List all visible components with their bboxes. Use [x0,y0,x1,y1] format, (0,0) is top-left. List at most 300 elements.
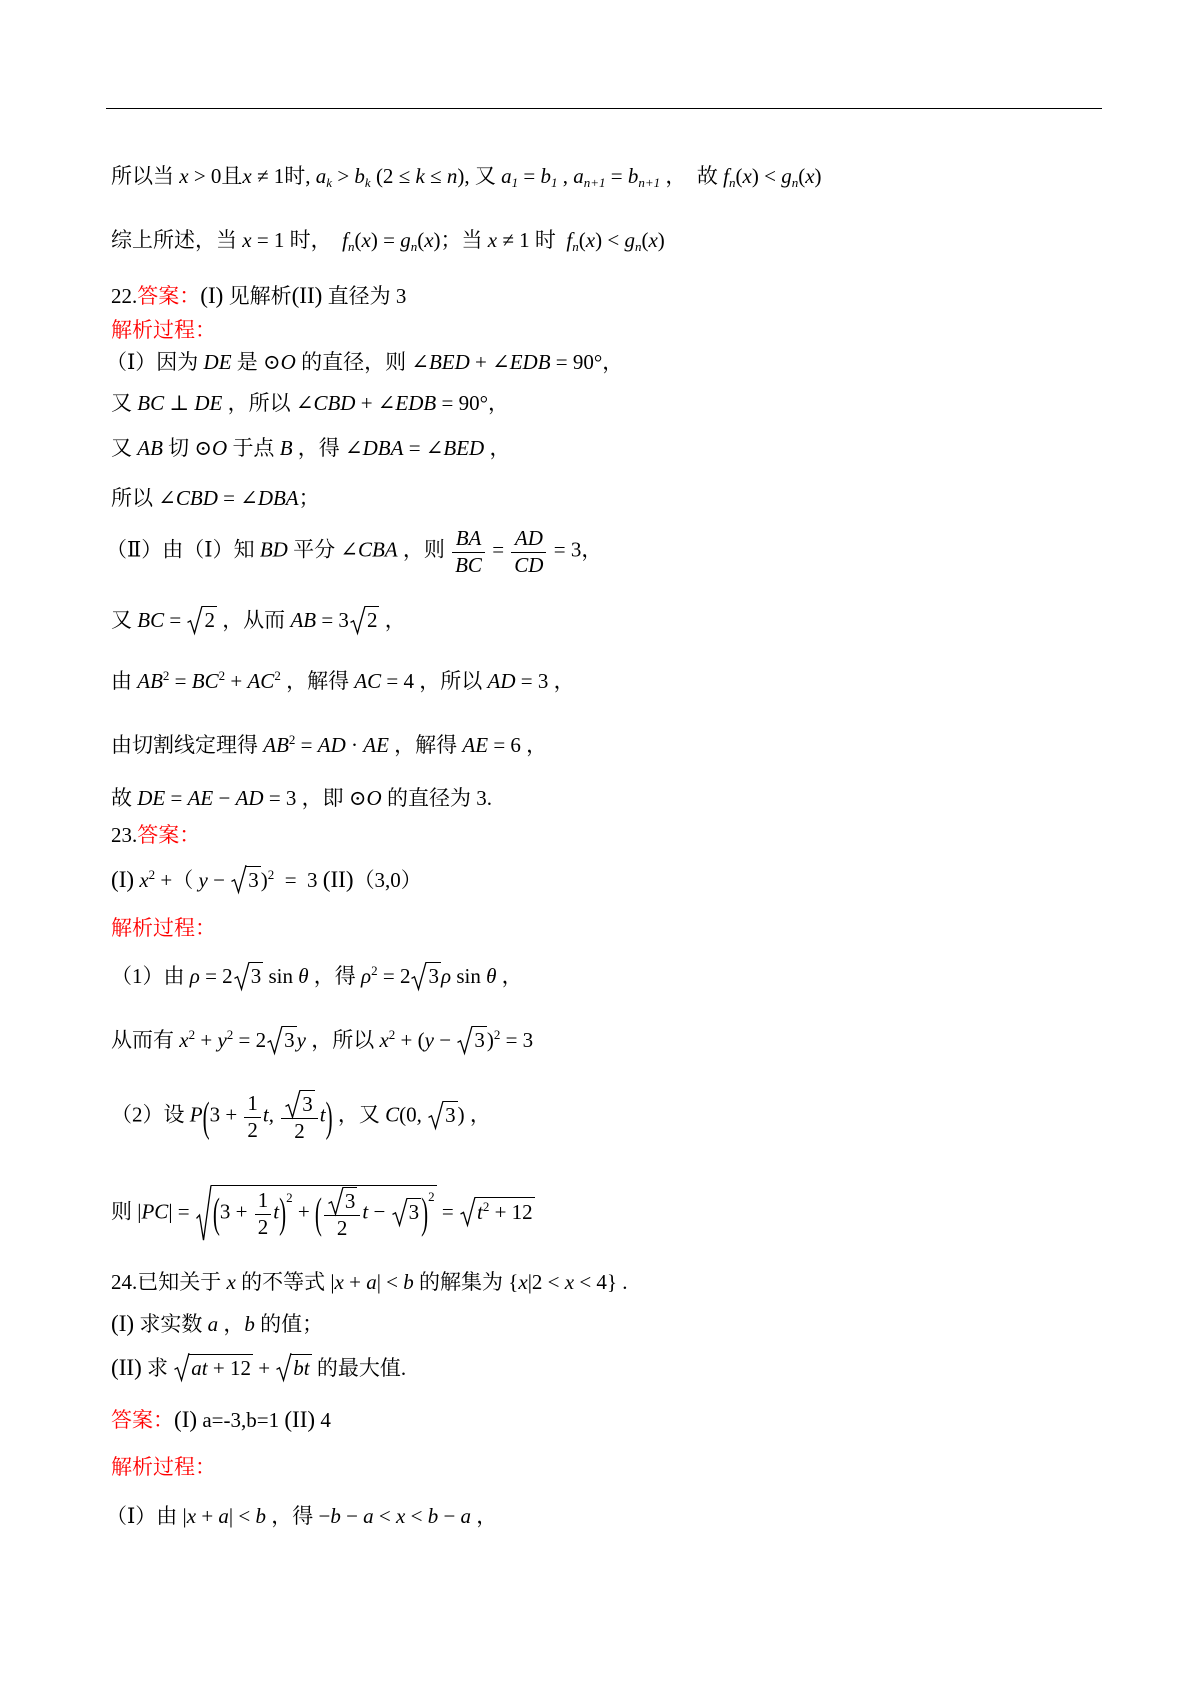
math-variable: B [279,435,293,460]
opening-delimiter: ( [417,1028,425,1053]
math-variable: CBA [357,537,398,562]
fraction [452,526,485,577]
text-run: sin [263,964,299,989]
math-variable: a [366,1269,377,1294]
text-run: = 90°， [436,390,509,415]
text-run: 的最大值. [311,1355,407,1380]
line-content [111,962,523,989]
text-run: = [436,1199,459,1224]
solution-line [111,778,492,818]
red-label: 解析过程： [111,317,216,342]
math-variable: AB [290,608,317,633]
math-variable: x [139,867,149,892]
conclusion-line [111,221,665,261]
math-variable: b [427,1503,439,1528]
radicand [246,866,261,893]
red-label: 答案： [137,283,201,308]
question-24-part-1 [111,1303,323,1343]
superscript: 2 [286,1190,293,1206]
group-body [220,1188,279,1239]
text-run: 的解集为 [413,1269,509,1294]
text-run: ), 又 [457,163,502,188]
line-content [111,606,406,633]
radical-sign [267,1026,282,1053]
math-variable: ρ [361,964,372,989]
square-root [196,1185,437,1240]
math-variable: n [446,163,458,188]
roman-numeral-label: (II) [291,281,323,308]
text-run: ，得 [308,964,362,989]
text-run: ) [814,163,822,188]
text-run: 2 [294,1118,305,1143]
text-run: 的不等式 | [235,1269,335,1294]
text-run: sin [451,964,487,989]
solution-line [111,600,406,640]
math-variable: t [273,1199,280,1224]
red-label: 答案： [111,1407,174,1432]
math-variable: x [361,227,371,252]
subscript: 1 [550,174,558,190]
math-variable: b [627,163,639,188]
math-variable: x [179,163,189,188]
text-run: 3 + [219,1199,253,1224]
math-variable: BC [191,668,219,693]
superscript: 2 [267,866,275,882]
text-run: − [340,1503,364,1528]
text-run: ，解得 [388,732,463,757]
text-run: = 3 [274,867,323,892]
math-variable: a [315,163,327,188]
text-run: = 90°， [550,349,624,374]
math-variable: t [362,1199,369,1224]
math-variable: x [742,163,752,188]
radicand [475,1197,535,1225]
text-run: 3 [445,1102,456,1127]
radicand [249,962,264,989]
text-run: ( [798,163,806,188]
math-variable: AE [363,732,389,757]
line-content [106,526,602,577]
line-content [111,1090,491,1143]
text-run: ≤ [424,163,447,188]
radical-sign [392,1198,407,1225]
line-content [111,485,320,511]
radicand [300,1090,315,1117]
math-variable: x [396,1503,406,1528]
math-variable: AC [354,668,382,693]
text-run: = 2 [377,964,411,989]
text-run: （Ⅱ）由（Ⅰ）知 [106,537,260,562]
closing-delimiter: ) [486,1028,494,1053]
opening-delimiter: ( [314,1187,322,1238]
line-content [111,227,665,255]
radical-sign [231,865,246,892]
line-content [111,1185,535,1240]
delimited-group [314,1187,429,1240]
roman-numeral-label: (I) [111,865,135,892]
math-variable: BC [137,608,165,633]
text-run: 所以当 [111,163,180,188]
solution-line [111,383,509,423]
text-run: 求 [141,1355,174,1380]
math-variable: x [518,1269,528,1294]
text-run: = 6 ， [488,732,548,757]
group-body [518,1269,607,1295]
line-content [106,1503,497,1529]
superscript: 2 [428,1189,435,1205]
text-run: 所以 ∠ [111,485,176,510]
math-variable: x [487,227,498,252]
line-content [111,822,200,848]
text-run: = [605,163,628,188]
radicand [343,1187,358,1214]
red-label: 答案： [137,822,201,847]
math-variable: DE [203,349,232,374]
text-run: 是 ⊙ [231,349,281,374]
text-run: 由 [111,668,138,693]
line-content [111,390,509,416]
math-variable: O [366,785,382,810]
math-variable: k [415,163,425,188]
solution-line [111,428,510,468]
text-run: = 3 [500,1028,534,1053]
math-variable: x [585,227,596,252]
math-variable: CBD [313,390,356,415]
subscript: n [791,174,799,190]
text-run: ，得 − [265,1503,331,1528]
math-variable: AD [514,526,543,551]
math-variable: O [212,435,228,460]
text-run: （2）设 [111,1102,190,1127]
line-content [111,1026,533,1053]
text-run: 3 [250,964,262,989]
text-run: 的值； [254,1311,324,1336]
math-variable: f [342,227,349,252]
square-root [457,1026,487,1053]
text-run: − [438,1503,461,1528]
text-run: ( [417,227,425,252]
solution-line [111,1015,533,1065]
text-run: ，又 [332,1102,386,1127]
radicand [189,1354,253,1381]
square-root [267,1026,297,1053]
text-run: = [164,608,187,633]
text-run: + [292,1199,315,1224]
subscript: n [729,174,736,190]
solution-line [106,342,623,382]
square-root [428,1101,458,1128]
text-run: 从而有 [111,1028,180,1053]
text-run: = 2 [233,1028,267,1053]
group-body [425,1026,487,1053]
line-content [111,785,492,811]
math-variable: DBA [257,485,299,510]
text-run: ， [471,1503,498,1528]
text-run: · [345,732,364,757]
text-run: 3 [284,1028,295,1053]
subscript: n [572,238,579,254]
text-run: 3 [474,1028,485,1053]
text-run: ≠ 1 时 [497,227,567,252]
line-content [111,668,575,694]
math-variable: AD [317,732,346,757]
text-run: 求实数 [134,1311,208,1336]
square-root [328,1187,358,1214]
text-run: 3 + [209,1102,243,1127]
text-run: ( [354,227,362,252]
text-run: 3 [428,964,439,989]
text-run: 3 [302,1092,313,1117]
closing-delimiter: ) [325,1092,333,1141]
text-run: > 0且 [188,163,243,188]
text-run: ≠ 1时, [251,163,316,188]
subscript: n [410,238,418,254]
red-label: 解析过程： [111,1454,216,1479]
analysis-label [111,1447,216,1487]
line-content [111,435,510,461]
line-content [111,163,822,191]
math-variable: PC [141,1199,169,1224]
text-run: + [195,1028,218,1053]
line-content [111,1454,216,1480]
math-variable: DBA [362,435,404,460]
subscript: k [364,174,371,190]
opening-delimiter: ( [212,1188,220,1237]
math-variable: AD [487,668,516,693]
radicand [202,606,217,633]
line-content [111,1405,331,1434]
text-run: = 3 [316,608,349,633]
math-variable: y [217,1028,227,1053]
math-variable: t [319,1102,326,1127]
answer-heading-23 [111,815,200,855]
superscript: 2 [162,667,170,683]
math-variable: a [218,1503,229,1528]
text-run: < 4 [574,1269,607,1294]
radical-sign [460,1197,475,1225]
text-run: + ∠ [469,349,510,374]
fraction-numerator [281,1090,318,1117]
radical-sign [328,1187,343,1214]
text-run: 由切割线定理得 [111,732,264,757]
line-content [111,317,216,343]
text-run: ( [641,227,649,252]
math-variable: b [255,1503,266,1528]
answer-line-23 [111,859,422,899]
math-variable: BC [455,552,482,577]
math-variable: AE [462,732,489,757]
text-run: ， 故 [660,163,724,188]
math-variable: b [403,1269,414,1294]
text-run: , [268,1102,280,1127]
text-run: = 3 ，即 ⊙ [263,785,367,810]
math-variable: f [723,163,730,188]
superscript: 2 [493,1027,501,1043]
math-variable: bt [293,1355,310,1380]
text-run: 2 [204,608,215,633]
radical-sign [457,1026,472,1053]
text-run: + [196,1503,219,1528]
text-run: a=-3,b=1 [197,1407,285,1432]
math-variable: AB [137,435,163,460]
math-variable: x [334,1269,344,1294]
text-run: = [486,537,510,562]
math-variable: x [179,1028,189,1053]
question-24-stem [111,1262,628,1302]
math-variable: x [242,163,252,188]
text-run: + 12 [207,1355,251,1380]
question-24-part-2 [111,1345,406,1389]
math-variable: at [191,1355,208,1380]
math-variable: b [330,1503,341,1528]
text-run: | < [228,1503,256,1528]
text-run: = [165,785,188,810]
line-content [111,915,216,941]
math-variable: a [573,163,584,188]
text-run: − [433,1028,457,1053]
fraction-numerator [255,1188,272,1213]
text-run: 2 [336,1215,348,1240]
math-variable: θ [298,964,309,989]
math-variable: g [400,227,411,252]
square-root [285,1090,315,1117]
superscript: 2 [218,667,226,683]
math-variable: y [296,1028,306,1053]
math-variable: BA [455,526,482,551]
text-run: = [169,668,192,693]
square-root [231,866,261,893]
opening-delimiter: { [508,1269,519,1294]
text-run: | < [376,1269,404,1294]
square-root [276,1354,311,1381]
text-run: 1 [257,1188,269,1213]
text-run: ， [496,964,523,989]
fraction-numerator [324,1187,361,1214]
text-run: ) = [370,227,401,252]
text-run: （1）由 [111,964,190,989]
math-variable: CBD [175,485,218,510]
fraction-denominator [255,1214,272,1240]
math-variable: EDB [509,349,551,374]
radicand [211,1185,437,1240]
roman-numeral-label: (II) [322,865,354,892]
fraction [511,526,546,577]
superscript: 2 [274,667,281,683]
math-variable: x [805,163,815,188]
text-run: 22. [111,283,138,308]
text-run: ； [298,485,320,510]
math-variable: AD [235,785,264,810]
line-content [111,1269,628,1295]
subscript: 1 [511,174,519,190]
math-variable: a [501,163,512,188]
superscript: 2 [388,1027,396,1043]
delimited-group [418,1028,494,1052]
math-variable: BED [443,435,485,460]
text-run: 切 ⊙ [162,435,213,460]
fraction [324,1187,361,1240]
text-run: 4 [315,1407,331,1432]
fraction [281,1090,318,1143]
math-variable: AC [247,668,275,693]
text-run: ，从而 [216,608,291,633]
superscript: 2 [371,963,378,979]
text-run: + ∠ [355,390,396,415]
math-variable: y [424,1028,434,1053]
math-variable: b [244,1311,255,1336]
radical-sign [234,962,249,989]
radicand [426,962,441,989]
math-variable: x [648,227,658,252]
math-variable: a [207,1311,219,1336]
math-variable: DE [137,785,166,810]
radicand [365,606,380,633]
radical-sign [350,606,365,633]
text-run: − [368,1199,391,1224]
text-run: （Ⅰ）因为 [106,349,204,374]
subscript: n [634,238,642,254]
text-run: ) < [595,227,625,252]
text-run: 直径为 3 [322,283,407,308]
subscript: n [348,238,355,254]
radical-sign [276,1353,291,1380]
text-run: 的直径为 3. [381,785,492,810]
text-run: 又 [111,390,138,415]
math-variable: a [460,1503,472,1528]
text-run: 故 [111,785,138,810]
line-content [111,1353,406,1382]
square-root [392,1198,422,1225]
math-variable: O [280,349,296,374]
math-variable: t [262,1102,269,1127]
fraction [244,1091,261,1142]
fraction-denominator [281,1118,318,1144]
text-run: 于点 [227,435,280,460]
math-variable: b [354,163,365,188]
text-run: ， [218,1311,245,1336]
text-run: ) ， [457,1102,491,1127]
text-run: > [332,163,355,188]
roman-numeral-label: (I) [200,281,224,308]
fraction-denominator [324,1215,361,1241]
radical-sign [411,962,426,989]
text-run: < [405,1503,428,1528]
text-run: + 12 [489,1199,533,1224]
solution-line [111,1158,535,1268]
line-content [111,732,547,758]
solution-line [106,517,602,587]
subscript: n+1 [638,174,661,190]
text-run: ，解得 [280,668,355,693]
text-run: 2 [366,608,378,633]
closing-delimiter: } [606,1269,618,1294]
text-run: |2 < [527,1269,565,1294]
closing-delimiter: ) [279,1188,287,1237]
text-run: = 3， [548,537,603,562]
text-run: ，所以 [305,1028,380,1053]
radicand [407,1198,422,1225]
math-variable: EDB [395,390,437,415]
text-run: 24.已知关于 [111,1269,227,1294]
math-variable: DE [194,390,223,415]
text-run: +（ [155,867,199,892]
red-label: 解析过程： [111,915,216,940]
math-variable: AB [263,732,289,757]
group-body [322,1187,421,1240]
math-variable: g [781,163,792,188]
square-root [350,606,380,633]
radicand [291,1354,311,1381]
